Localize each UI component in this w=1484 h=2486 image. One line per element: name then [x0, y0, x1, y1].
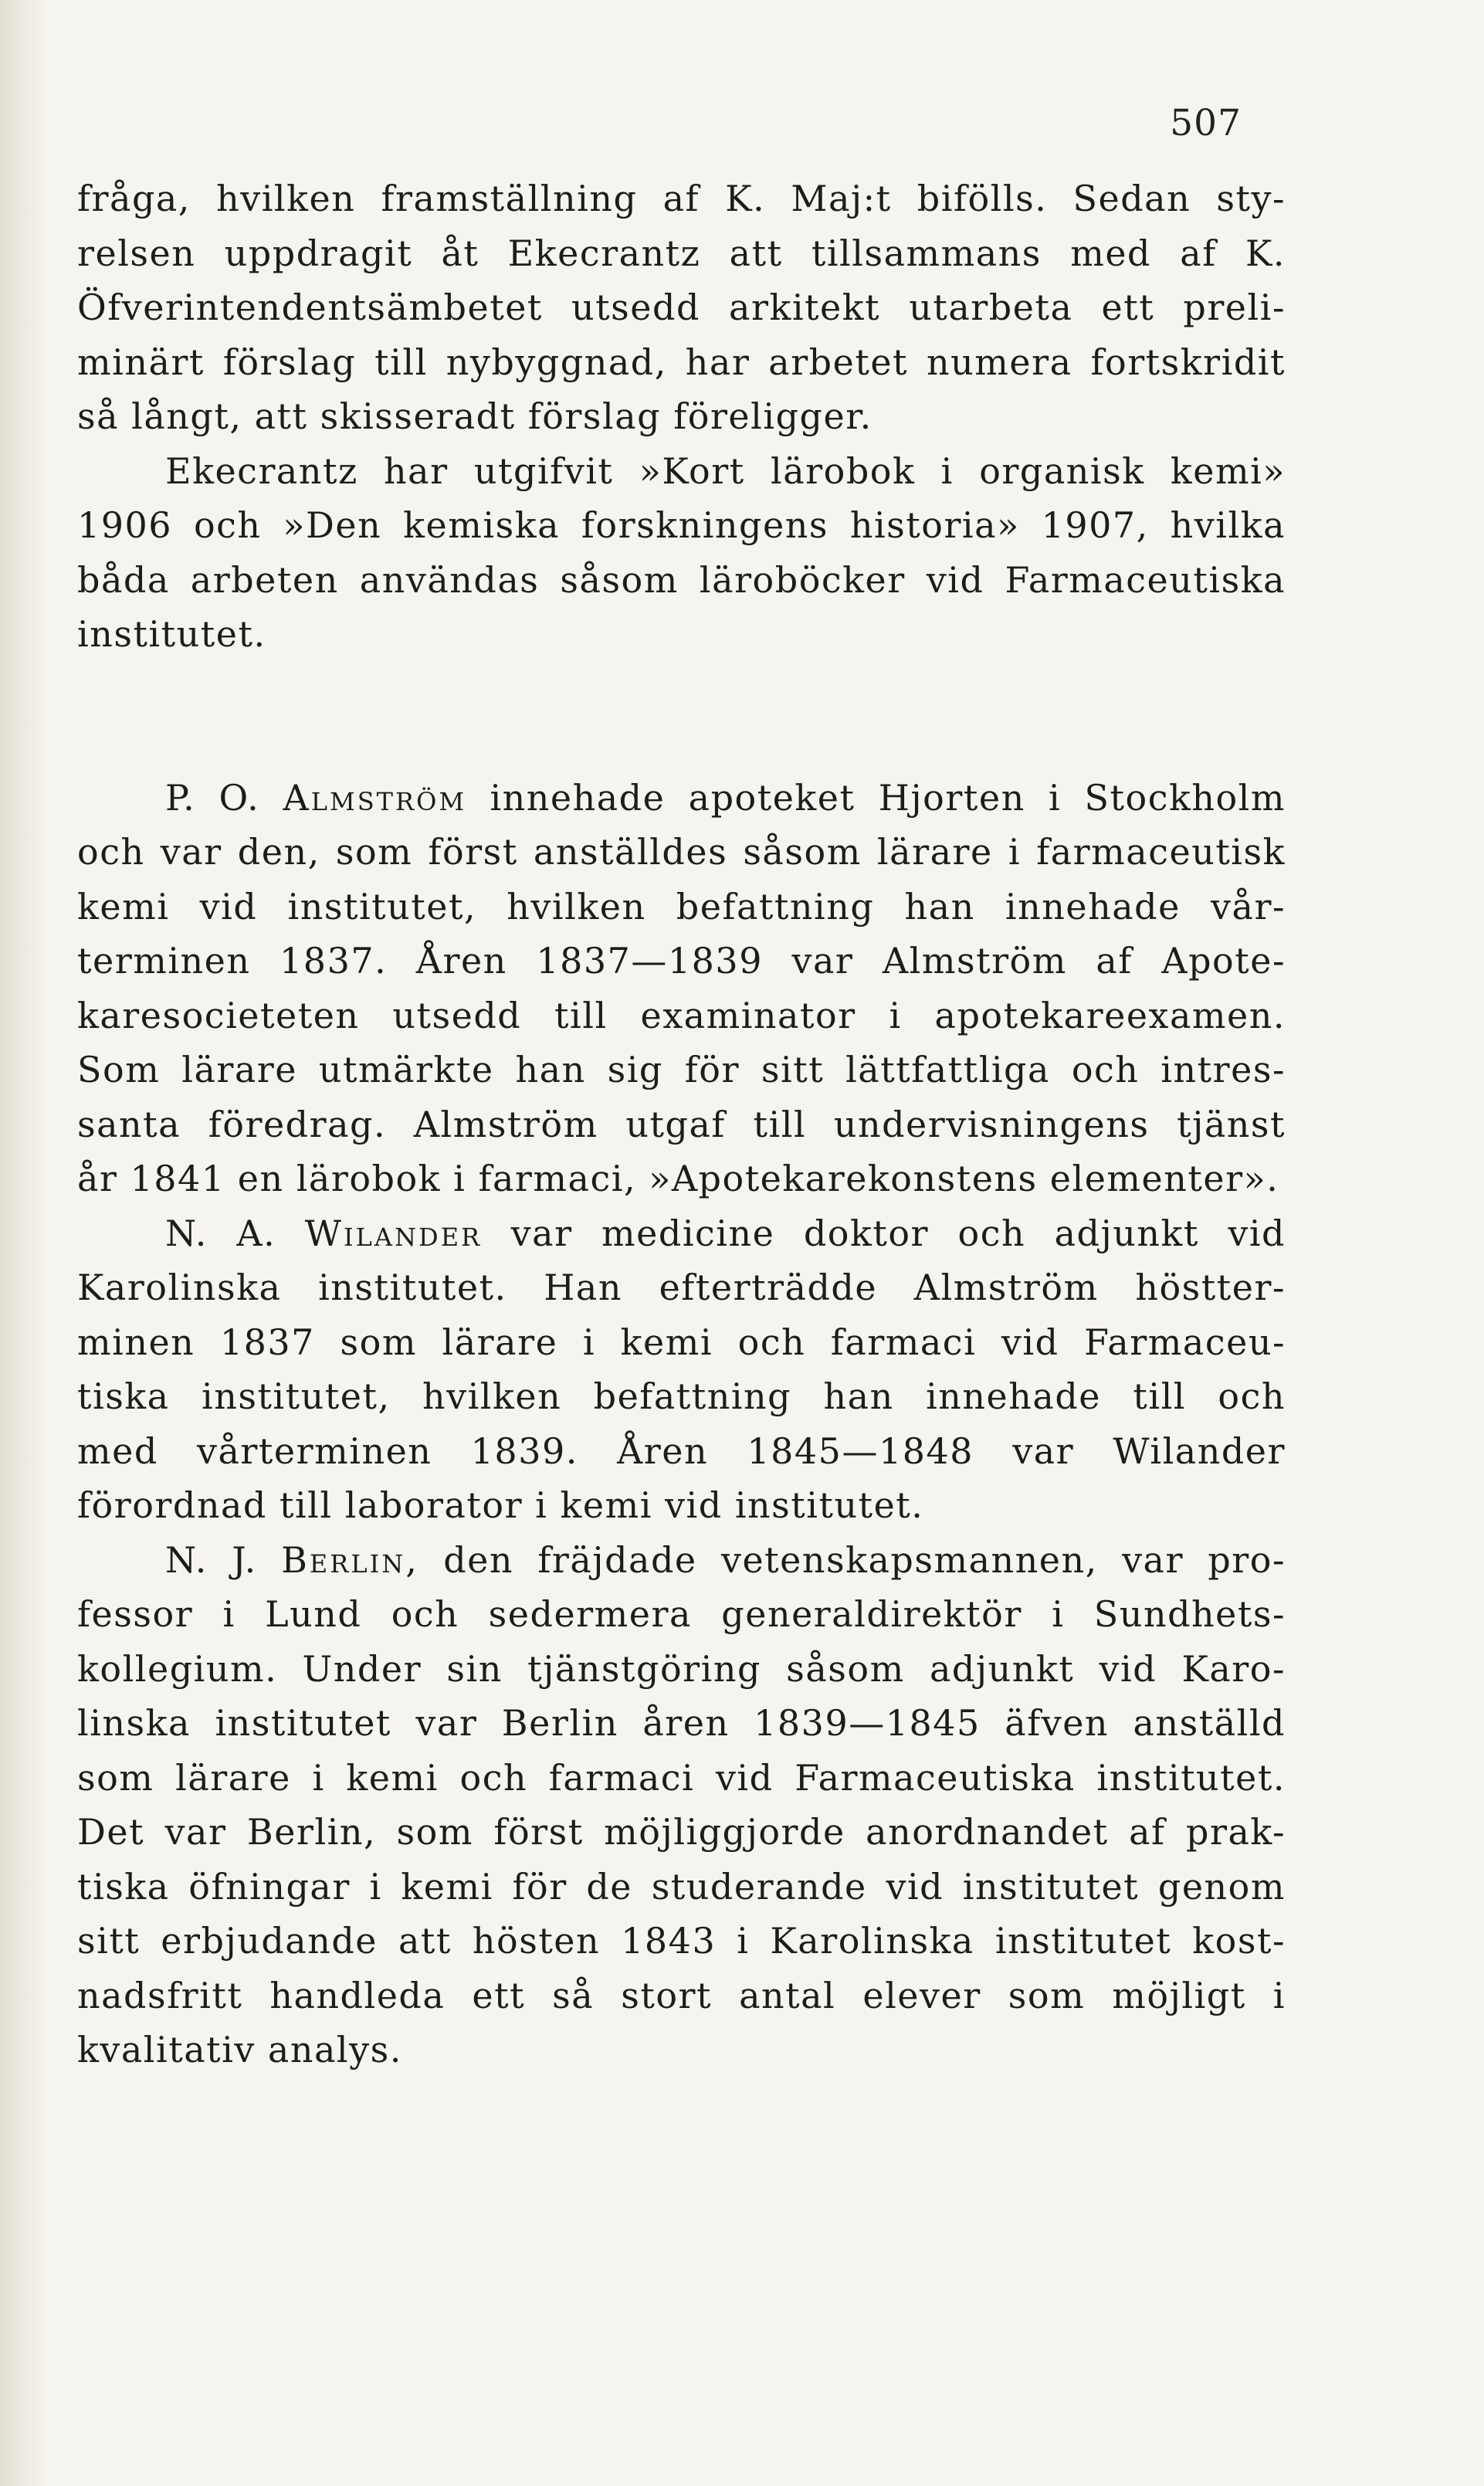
text-line: tiska öfningar i kemi för de studerande vid institutet genom [77, 1865, 1286, 1908]
text-line: sitt erbjudande att hösten 1843 i Karolinska institutet kost- [77, 1920, 1286, 1962]
text-line: Ekecrantz har utgifvit »Kort lärobok i organisk kemi» [165, 449, 1286, 492]
line-text: den fräjdade vetenskapsmannen, var pro- [443, 1538, 1286, 1581]
person-name: Berlin, [281, 1538, 419, 1581]
body-text [77, 171, 1286, 2077]
text-line: som lärare i kemi och farmaci vid Farmaceutiska institutet. [77, 1756, 1286, 1799]
text-line: terminen 1837. Åren 1837—1839 var Almström af Apote- [77, 940, 1286, 982]
initials: P. O. [165, 776, 260, 819]
page-number: 507 [1170, 102, 1242, 144]
initials: N. A. [165, 1212, 276, 1254]
text-line: fessor i Lund och sedermera generaldirektör i Sundhets- [77, 1593, 1286, 1635]
gutter-shadow [0, 0, 46, 2486]
text-line: båda arbeten användas såsom läroböcker vid Farmaceutiska [77, 558, 1286, 601]
line-text: innehade apoteket Hjorten i Stockholm [490, 776, 1286, 819]
text-line [77, 771, 1286, 826]
text-line: och var den, som först anställdes såsom lärare i farmaceutisk [77, 831, 1286, 873]
initials: N. J. [165, 1538, 257, 1581]
text-line: förordnad till laborator i kemi vid institutet. [77, 1484, 924, 1526]
person-name: Wilander [304, 1212, 483, 1254]
text-line: år 1841 en lärobok i farmaci, »Apotekarekonstens elementer». [77, 1158, 1279, 1199]
text-line: institutet. [77, 613, 266, 655]
text-line: Som lärare utmärkte han sig för sitt lättfattliga och intres- [77, 1049, 1286, 1090]
text-line: kvalitativ analys. [77, 2029, 402, 2071]
text-line: relsen uppdragit åt Ekecrantz att tillsammans med af K. [77, 232, 1286, 274]
text-line: så långt, att skisseradt förslag föreligger. [77, 395, 872, 437]
text-line: fråga, hvilken framställning af K. Maj:t bifölls. Sedan sty- [77, 178, 1286, 219]
line-text: var medicine doktor och adjunkt vid [510, 1212, 1286, 1254]
text-line: kollegium. Under sin tjänstgöring såsom adjunkt vid Karo- [77, 1647, 1286, 1690]
text-line: karesocieteten utsedd till examinator i apotekareexamen. [77, 994, 1286, 1036]
text-line: 1906 och »Den kemiska forskningens historia» 1907, hvilka [77, 504, 1286, 546]
text-line: minärt förslag till nybyggnad, har arbetet numera fortskridit [77, 341, 1286, 383]
text-line: Öfverintendentsämbetet utsedd arkitekt utarbeta ett preli- [77, 287, 1286, 328]
text-line: med vårterminen 1839. Åren 1845—1848 var Wilander [77, 1430, 1286, 1472]
section-gap [77, 662, 1286, 771]
text-line: santa föredrag. Almström utgaf till undervisningens tjänst [77, 1103, 1286, 1145]
text-line: tiska institutet, hvilken befattning han innehade till och [77, 1375, 1286, 1417]
text-line: nadsfritt handleda ett så stort antal elever som möjligt i [77, 1974, 1286, 2016]
text-line: linska institutet var Berlin åren 1839—1845 äfven anställd [77, 1702, 1286, 1744]
text-line [77, 1533, 1286, 1588]
text-line: Karolinska institutet. Han efterträdde Almström höstter- [77, 1267, 1286, 1308]
text-line: minen 1837 som lärare i kemi och farmaci vid Farmaceu- [77, 1321, 1286, 1363]
text-line: kemi vid institutet, hvilken befattning han innehade vår- [77, 885, 1286, 928]
text-line: Det var Berlin, som först möjliggjorde anordnandet af prak- [77, 1811, 1286, 1853]
person-name: Almström [283, 776, 467, 819]
text-line [77, 1206, 1286, 1261]
